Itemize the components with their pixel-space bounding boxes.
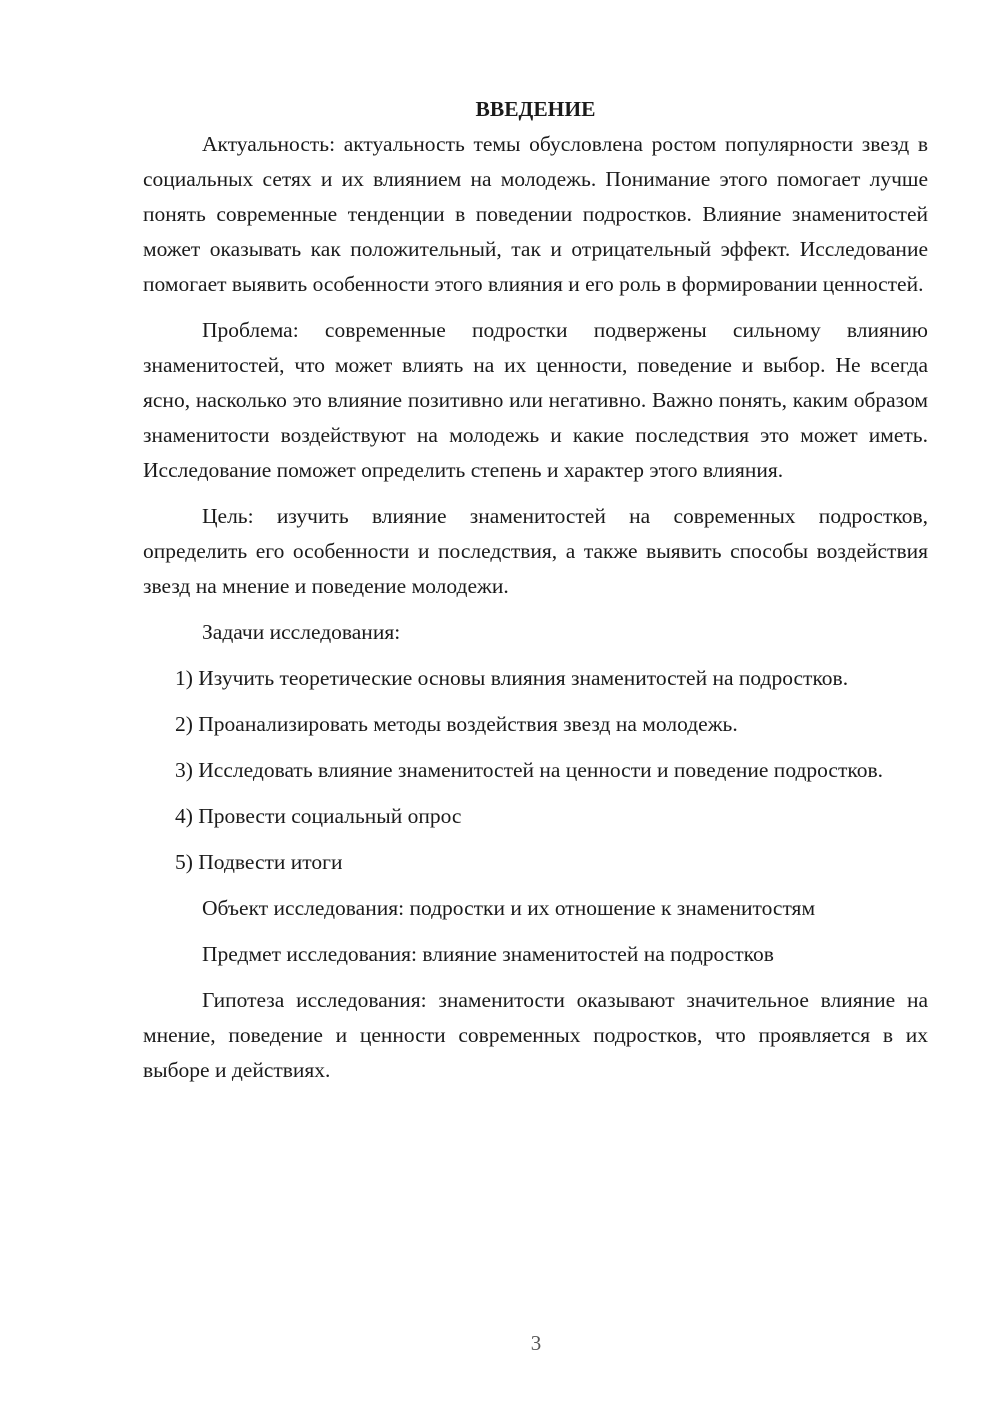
paragraph-hypothesis: Гипотеза исследования: знаменитости оказывают значительное влияние на мнение, поведение и ценности современных подростков, что проявляется в их выборе и действиях.: [143, 988, 928, 1082]
document-page: [143, 92, 928, 1099]
tasks-heading: Задачи исследования:: [202, 620, 401, 644]
paragraph-object: Объект исследования: подростки и их отношение к знаменитостям: [202, 896, 816, 920]
paragraph-goal: Цель: изучить влияние знаменитостей на современных подростков, определить его особенности и последствия, а также выявить способы воздействия звезд на мнение и поведение молодежи.: [143, 504, 928, 598]
paragraph-relevance: Актуальность: актуальность темы обусловлена ростом популярности звезд в социальных сетях и их влиянием на молодежь. Понимание этого помогает лучше понять современные тенденции в поведении подростков. Влияние знаменитостей может оказывать как положительный, так и отрицательный эффект. Исследование помогает выявить особенности этого влияния и его роль в формировании ценностей.: [143, 132, 928, 296]
task-item-3: 3) Исследовать влияние знаменитостей на ценности и поведение подростков.: [175, 758, 883, 782]
task-item-5: 5) Подвести итоги: [175, 850, 343, 874]
task-item-2: 2) Проанализировать методы воздействия звезд на молодежь.: [175, 712, 738, 736]
paragraph-subject: Предмет исследования: влияние знаменитостей на подростков: [202, 942, 774, 966]
page-title: ВВЕДЕНИЕ: [475, 97, 596, 121]
task-item-4: 4) Провести социальный опрос: [175, 804, 462, 828]
paragraph-problem: Проблема: современные подростки подвержены сильному влиянию знаменитостей, что может влиять на их ценности, поведение и выбор. Не всегда ясно, насколько это влияние позитивно или негативно. Важно понять, каким образом знаменитости воздействуют на молодежь и какие последствия это может иметь. Исследование поможет определить степень и характер этого влияния.: [143, 318, 928, 482]
task-item-1: 1) Изучить теоретические основы влияния знаменитостей на подростков.: [175, 666, 849, 690]
page-number: 3: [530, 1331, 542, 1355]
